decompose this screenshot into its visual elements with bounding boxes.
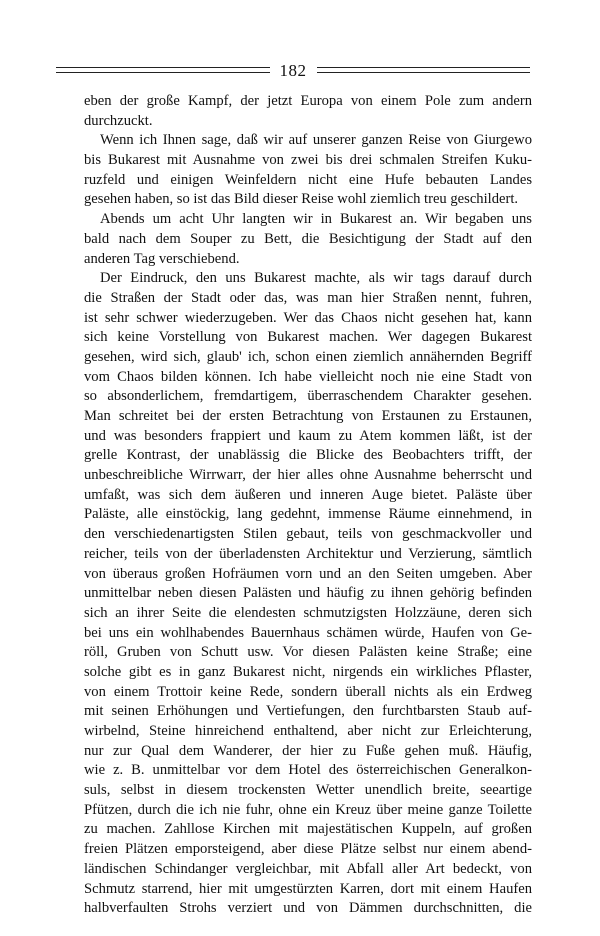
text-line: ruzfeld und einigen Weinfeldern nicht eine Hufe bebauten Landes [84,171,532,188]
text-line: die Straßen der Stadt oder das, was man hier Straßen nennt, fuhren, [84,289,532,306]
text-line: gesehen haben, so ist das Bild dieser Reise wohl ziemlich treu geschildert. [84,191,519,208]
text-line: ländischen Schindanger vergleichbar, mit Abfall aller Art bedeckt, von [84,860,532,877]
text-line: sich keine Vorstellung von Bukarest machen. Wer dagegen Bukarest [84,329,532,346]
text-line: solche gibt es in ganz Bukarest nicht, nirgends ein wirkliches Pflaster, [84,663,532,680]
text-line: und was besonders frappiert und kaum zu Atem kommen läßt, ist der [84,427,532,444]
text-line: bald nach dem Souper zu Bett, die Besichtigung der Stadt auf den [84,230,532,247]
text-line: suls, selbst in diesem trockensten Wetter unendlich breite, seeartige [84,782,532,799]
text-line: reicher, teils von der überladensten Architektur und Verzierung, sämtlich [84,545,532,562]
text-line: mit seinen Erhöhungen und Vertiefungen, den furchtbarsten Staub auf- [84,703,532,720]
page-header [56,58,530,82]
text-line: eben der große Kampf, der jetzt Europa von einem Pole zum andern [84,93,532,109]
text-line: halbverfaulten Strohs verziert und von Dämmen durchschnitten, die [84,900,532,917]
text-line: nur zur Qual dem Wanderer, der hier zu Fuße gehen muß. Häufig, [84,742,532,759]
text-line: umfaßt, was sich dem äußeren und inneren Auge bietet. Paläste über [84,486,532,503]
text-line: wie z. B. unmittelbar vor dem Hotel des österreichischen Generalkon- [84,762,532,779]
page-number: 182 [279,60,307,80]
text-line: unbeschreibliche Wirrwarr, der hier alles ohne Ausnahme beherrscht und [84,467,532,484]
text-line: den verschiedenartigsten Stilen gebaut, teils von geschmackvoller und [84,526,532,543]
text-line: von überaus großen Hofräumen vorn und an den Seiten umgeben. Aber [84,565,532,582]
text-line: grelle Kontrast, der unablässig die Blicke des Beobachters trifft, der [84,447,532,464]
text-line: freien Plätzen emporsteigend, aber diese Plätze selbst nur einem abend- [84,841,532,858]
text-line: durchzuckt. [84,112,153,129]
header-rule-right [317,67,531,73]
text-line: von einem Trottoir keine Rede, sondern überall nichts als ein Erdweg [84,683,532,700]
text-line: ist sehr schwer wiederzugeben. Wer das Chaos nicht gesehen hat, kann [84,309,532,326]
text-line: gesehen, wird sich, glaub' ich, schon einen ziemlich annähernden Begriff [84,348,532,365]
text-line: vom Chaos bilden können. Ich habe vielleicht noch nie eine Stadt von [84,368,532,385]
text-line: Schmutz starrend, hier mit umgestürzten Karren, dort mit einem Haufen [84,880,532,897]
body-text [84,92,532,919]
text-line: so absonderlichem, fremdartigem, überraschendem Charakter gesehen. [84,388,532,405]
text-line: Abends um acht Uhr langten wir in Bukarest an. Wir begaben uns [100,211,532,228]
text-line: Paläste, alle einstöckig, lang gedehnt, immense Räume einnehmend, in [84,506,532,523]
text-line: Pfützen, durch die ich nie fuhr, ohne ein Kreuz über meine ganze Toilette [84,801,532,818]
text-line: röll, Gruben von Schutt usw. Vor diesen Palästen keine Straße; eine [84,644,532,661]
text-line: anderen Tag verschiebend. [84,250,240,267]
text-line: Der Eindruck, den uns Bukarest machte, als wir tags darauf durch [100,270,532,287]
text-line: unmittelbar neben diesen Palästen und häufig zu ihnen gehörig befinden [84,585,532,602]
text-line: wirbelnd, Steine hinreichend enthaltend, aber nicht zur Erleichterung, [84,723,532,739]
text-line: sich an ihrer Seite die elendesten schmutzigsten Holzzäune, deren sich [84,604,532,621]
text-line: bis Bukarest mit Ausnahme von zwei bis drei schmalen Streifen Kuku- [84,152,532,169]
text-line: Man schreitet bei der ersten Betrachtung von Erstaunen zu Erstaunen, [84,408,532,424]
header-rule-left [56,67,270,73]
text-line: zu machen. Zahllose Kirchen mit majestätischen Kuppeln, auf großen [84,821,532,838]
text-line: bei uns ein wohlhabendes Bauernhaus schämen würde, Haufen von Ge- [84,624,532,641]
text-line: Wenn ich Ihnen sage, daß wir auf unserer ganzen Reise von Giurgewo [100,132,532,149]
